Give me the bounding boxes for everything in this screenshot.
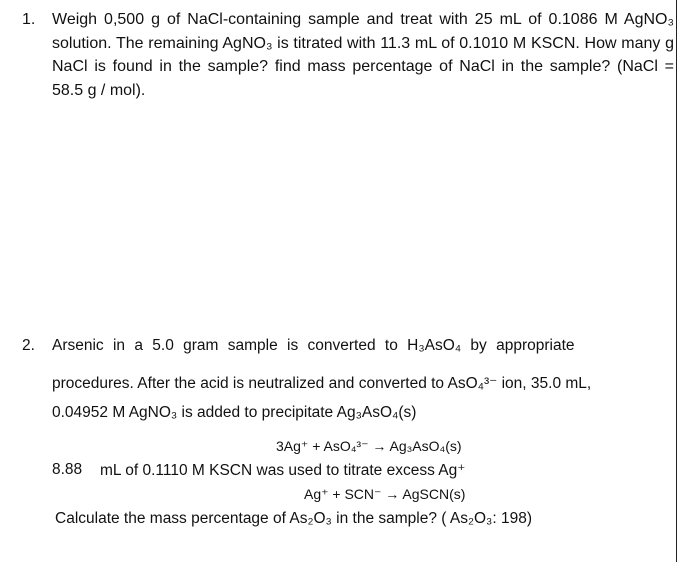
question-2-line-5: Calculate the mass percentage of As₂O₃ in the sample? ( As₂O₃: 198) <box>55 510 532 527</box>
question-1-number: 1. <box>22 11 36 28</box>
question-2-line-1: Arsenic in a 5.0 gram sample is converted to H₃AsO₄ by appropriate <box>52 337 575 354</box>
page-border <box>676 0 677 562</box>
question-2-line-4-value: 8.88 <box>52 461 83 478</box>
question-2-equation-2: Ag⁺ + SCN⁻ → AgSCN(s) <box>304 486 466 502</box>
question-2-line-2: procedures. After the acid is neutralized and converted to AsO₄³⁻ ion, 35.0 mL, <box>52 375 592 392</box>
question-2-equation-1: 3Ag⁺ + AsO₄³⁻ → Ag₃AsO₄(s) <box>276 438 462 454</box>
question-1 <box>22 8 674 102</box>
question-2-line-3: 0.04952 M AgNO₃ is added to precipitate Ag₃AsO₄(s) <box>52 404 417 421</box>
question-2-line-4: mL of 0.1110 M KSCN was used to titrate excess Ag⁺ <box>100 462 466 479</box>
question-1-text: Weigh 0,500 g of NaCl-containing sample and treat with 25 mL of 0.1086 M AgNO₃ solution. The remaining AgNO₃ is titrated with 11.3 mL of 0.1010 M KSCN. How many g NaCl is found in the sample? find mass percentage of NaCl in the sample? (NaCl = 58.5 g / mol). <box>52 11 674 99</box>
question-2-number: 2. <box>22 337 35 354</box>
